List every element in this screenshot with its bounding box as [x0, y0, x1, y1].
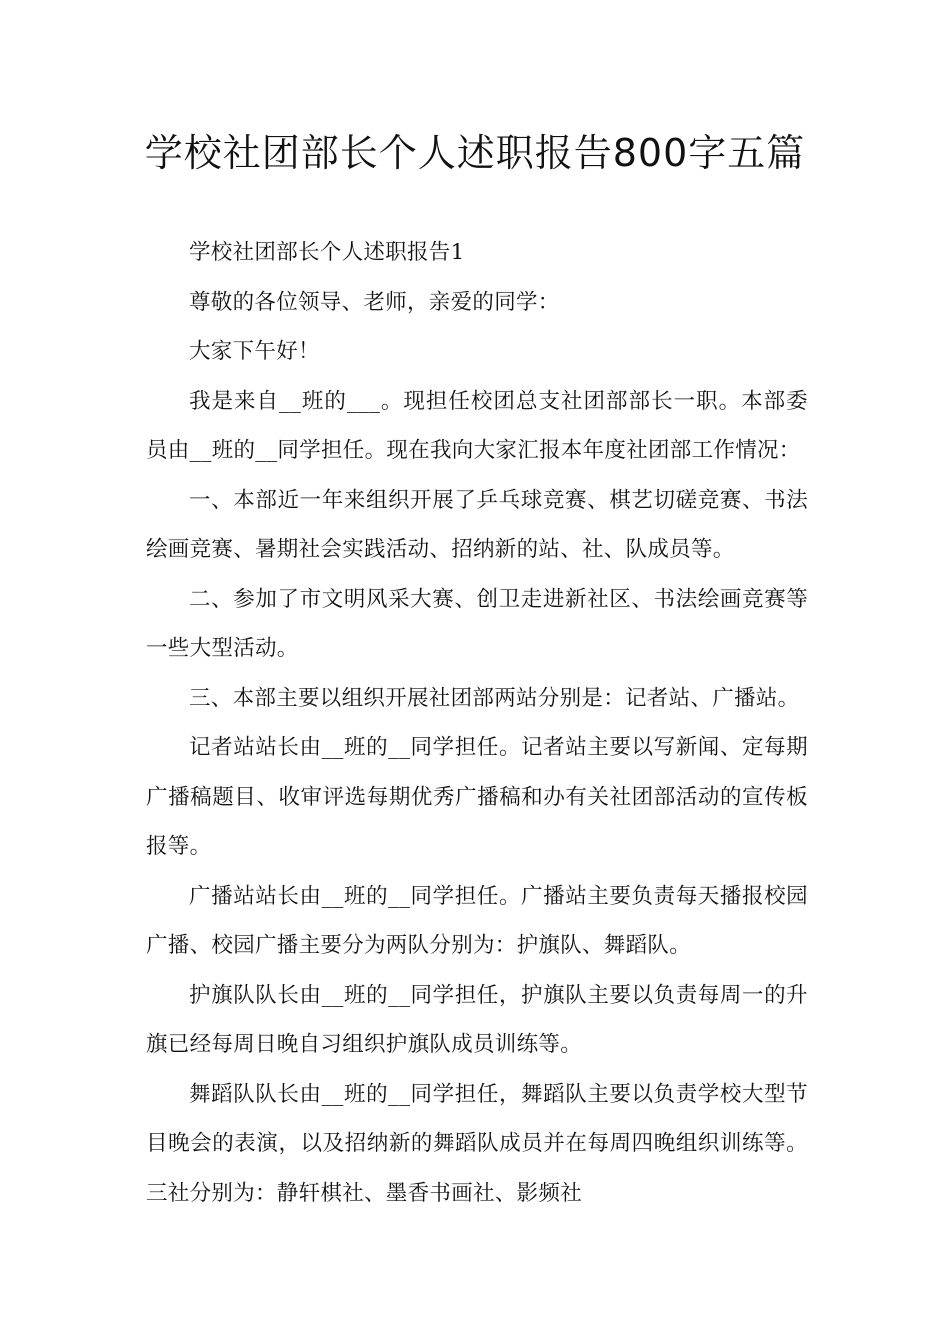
paragraph-introduction: 我是来自__班的___。现担任校团总支社团部部长一职。本部委员由__班的__同学担任。现在我向大家汇报本年度社团部工作情况： [146, 388, 808, 463]
document-body [146, 228, 808, 1218]
paragraph-greeting: 大家下午好！ [189, 339, 320, 364]
paragraph-item-one: 一、本部近一年来组织开展了乒乓球竞赛、棋艺切磋竞赛、书法绘画竞赛、暑期社会实践活动、招纳新的站、社、队成员等。 [146, 487, 808, 562]
paragraph-item-three: 三、本部主要以组织开展社团部两站分别是：记者站、广播站。 [189, 685, 800, 711]
paragraph-section-heading: 学校社团部长个人述职报告1 [189, 240, 465, 265]
paragraph-reporter-station: 记者站站长由__班的__同学担任。记者站主要以写新闻、定每期广播稿题目、收审评选每期优秀广播稿和办有关社团部活动的宣传板报等。 [146, 735, 808, 859]
paragraph-salutation: 尊敬的各位领导、老师，亲爱的同学： [189, 289, 560, 315]
document-title: 学校社团部长个人述职报告800字五篇 [144, 131, 806, 175]
paragraph-dance-team: 舞蹈队队长由__班的__同学担任，舞蹈队主要以负责学校大型节目晚会的表演，以及招纳新的舞蹈队成员并在每周四晚组织训练等。三社分别为：静轩棋社、墨香书画社、影频社 [146, 1081, 808, 1206]
paragraph-flag-team: 护旗队队长由__班的__同学担任，护旗队主要以负责每周一的升旗已经每周日晚自习组织护旗队成员训练等。 [146, 982, 808, 1057]
paragraph-broadcast-station: 广播站站长由__班的__同学担任。广播站主要负责每天播报校园广播、校园广播主要分为两队分别为：护旗队、舞蹈队。 [146, 883, 808, 958]
paragraph-item-two: 二、参加了市文明风采大赛、创卫走进新社区、书法绘画竞赛等一些大型活动。 [146, 586, 808, 661]
